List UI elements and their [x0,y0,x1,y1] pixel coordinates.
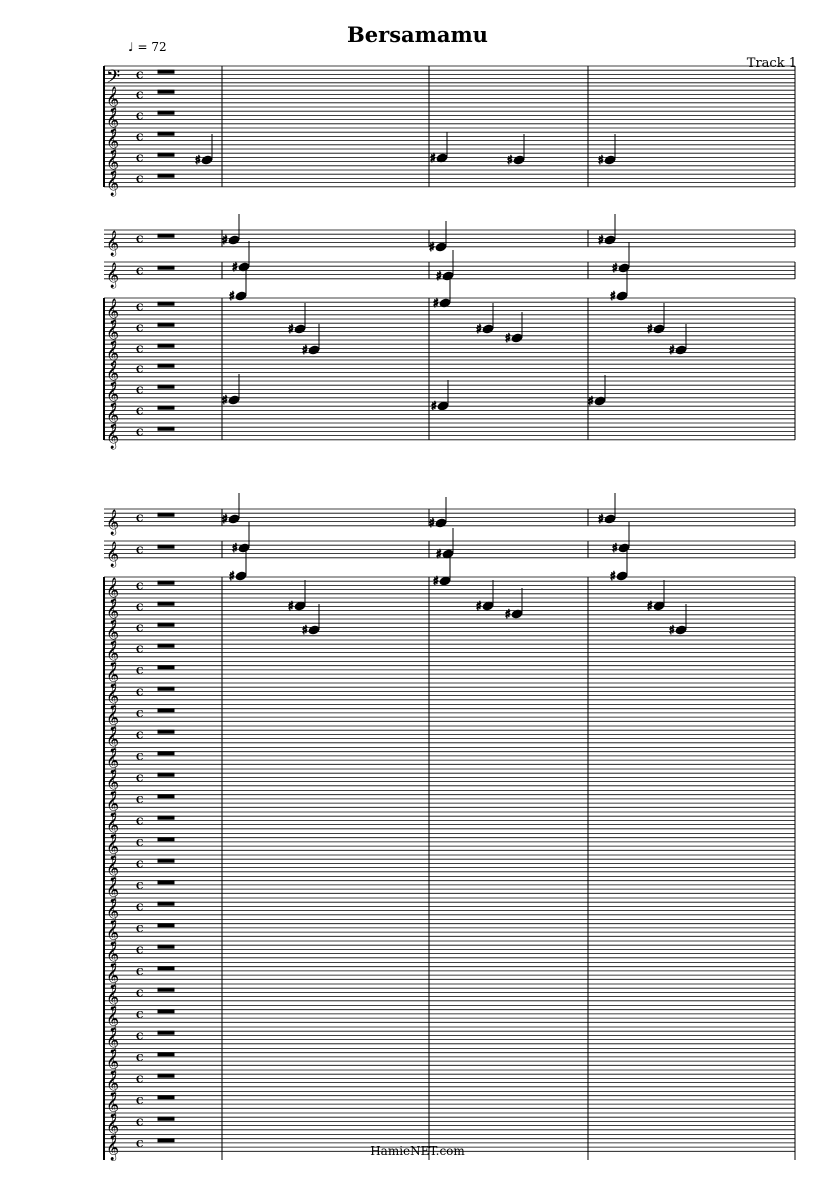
treble-clef-icon: 𝄞 [106,726,119,752]
sharp-accidental: ♯ [505,607,511,621]
notehead [482,324,494,334]
time-signature: C [136,111,144,123]
time-signature: C [136,644,144,656]
treble-clef-icon: 𝄞 [106,898,119,924]
treble-clef-icon: 𝄞 [106,1006,119,1032]
notehead [618,263,630,273]
rest-symbol [158,111,174,114]
treble-clef-icon: 𝄞 [106,920,119,946]
time-signature: C [136,1010,144,1022]
sharp-accidental: ♯ [669,623,675,637]
sharp-accidental: ♯ [229,569,235,583]
sharp-accidental: ♯ [433,574,439,588]
rest-symbol [158,153,174,156]
notehead [439,576,451,586]
sharp-accidental: ♯ [430,151,436,165]
sharp-accidental: ♯ [431,399,437,413]
time-signature: C [136,666,144,678]
notehead [228,235,240,245]
time-signature: C [136,945,144,957]
rest-symbol [158,1139,174,1142]
notehead [442,271,454,281]
rest-symbol [158,266,174,269]
time-signature: C [136,323,144,335]
notehead [201,155,213,165]
treble-clef-icon: 𝄞 [106,791,119,817]
time-signature: C [136,988,144,1000]
notehead [616,291,628,301]
rest-symbol [158,902,174,905]
notehead [618,543,630,553]
sharp-accidental: ♯ [222,393,228,407]
rest-symbol [158,967,174,970]
rest-symbol [158,687,174,690]
treble-clef-icon: 𝄞 [106,1113,119,1139]
treble-clef-icon: 𝄞 [106,877,119,903]
notehead [228,514,240,524]
time-signature: C [136,881,144,893]
sharp-accidental: ♯ [588,394,594,408]
treble-clef-icon: 𝄞 [106,812,119,838]
treble-clef-icon: 𝄞 [106,262,119,288]
treble-clef-icon: 𝄞 [106,984,119,1010]
rest-symbol [158,302,174,305]
track-label: Track 1 [746,56,797,71]
rest-symbol [158,385,174,388]
sharp-accidental: ♯ [476,322,482,336]
sharp-accidental: ♯ [598,233,604,247]
time-signature: C [136,90,144,102]
quarter-note-icon: ♩ [128,40,134,54]
time-signature: C [136,153,144,165]
rest-symbol [158,602,174,605]
staff-lines [104,66,795,1151]
treble-clef-icon: 𝄞 [106,769,119,795]
notehead [308,625,320,635]
time-signature: C [136,859,144,871]
rest-symbol [158,1031,174,1034]
treble-clef-icon: 𝄞 [106,149,119,175]
treble-clef-icon: 𝄞 [106,619,119,645]
treble-clef-icon: 𝄞 [106,128,119,154]
treble-clef-icon: 𝄞 [106,170,119,196]
time-signature: C [136,174,144,186]
sharp-accidental: ♯ [302,623,308,637]
sharp-accidental: ♯ [647,322,653,336]
time-signature: C [136,709,144,721]
sharp-accidental: ♯ [598,153,604,167]
rest-symbol [158,513,174,516]
rest-symbol [158,623,174,626]
treble-clef-icon: 𝄞 [106,1092,119,1118]
treble-clef-icon: 𝄞 [106,230,119,256]
rest-symbol [158,1010,174,1013]
score-title: Bersamamu [347,22,488,47]
sharp-accidental: ♯ [436,547,442,561]
sharp-accidental: ♯ [229,289,235,303]
tempo-bpm: = 72 [137,40,167,54]
sharp-accidental: ♯ [222,512,228,526]
sharp-accidental: ♯ [288,599,294,613]
time-signature: C [136,1117,144,1129]
sharp-accidental: ♯ [612,261,618,275]
rest-symbol [158,364,174,367]
rest-symbol [158,924,174,927]
treble-clef-icon: 𝄞 [106,423,119,449]
treble-clef-icon: 𝄞 [106,541,119,567]
notehead [675,625,687,635]
treble-clef-icon: 𝄞 [106,1135,119,1161]
treble-clef-icon: 𝄞 [106,705,119,731]
time-signature: C [136,623,144,635]
sharp-accidental: ♯ [598,512,604,526]
rest-symbol [158,1074,174,1077]
treble-clef-icon: 𝄞 [106,298,119,324]
rest-symbol [158,752,174,755]
footer-credit: HamieNET.com [370,1144,465,1158]
notehead [604,514,616,524]
rest-symbol [158,90,174,93]
sharp-accidental: ♯ [612,541,618,555]
rest-symbol [158,666,174,669]
time-signature: C [136,513,144,525]
sharp-accidental: ♯ [232,541,238,555]
rest-symbol [158,1096,174,1099]
treble-clef-icon: 𝄞 [106,1049,119,1075]
treble-clef-icon: 𝄞 [106,340,119,366]
time-signature: C [136,344,144,356]
sharp-accidental: ♯ [288,322,294,336]
time-signature: C [136,132,144,144]
time-signature: C [136,838,144,850]
rest-symbol [158,859,174,862]
treble-clef-icon: 𝄞 [106,963,119,989]
time-signature: C [136,70,144,82]
notehead [235,291,247,301]
sharp-accidental: ♯ [610,569,616,583]
notehead [308,345,320,355]
treble-clef-icon: 𝄞 [106,319,119,345]
rest-symbol [158,644,174,647]
treble-clef-icon: 𝄞 [106,640,119,666]
rest-symbol [158,406,174,409]
notehead [675,345,687,355]
time-signature: C [136,1074,144,1086]
sharp-accidental: ♯ [610,289,616,303]
time-signature: C [136,385,144,397]
rest-symbol [158,795,174,798]
sharp-accidental: ♯ [222,233,228,247]
notehead [435,518,447,528]
treble-clef-icon: 𝄞 [106,509,119,535]
sharp-accidental: ♯ [195,153,201,167]
time-signature: C [136,1031,144,1043]
rest-symbol [158,1117,174,1120]
notehead [511,333,523,343]
notehead [435,242,447,252]
notes [158,70,687,1142]
rest-symbol [158,581,174,584]
notehead [604,155,616,165]
time-signature: C [136,1053,144,1065]
treble-clef-icon: 𝄞 [106,662,119,688]
treble-clef-icon: 𝄞 [106,107,119,133]
notehead [437,401,449,411]
time-signature: C [136,795,144,807]
sharp-accidental: ♯ [436,269,442,283]
rest-symbol [158,816,174,819]
time-signature: C [136,602,144,614]
time-signature: C [136,406,144,418]
rest-symbol [158,70,174,73]
rest-symbol [158,1053,174,1056]
rest-symbol [158,773,174,776]
rest-symbol [158,988,174,991]
notehead [616,571,628,581]
bass-clef-icon: 𝄢 [106,66,121,92]
time-signature: C [136,816,144,828]
time-signature: C [136,924,144,936]
time-signature: C [136,581,144,593]
rest-symbol [158,132,174,135]
time-signature: C [136,1096,144,1108]
time-signature: C [136,302,144,314]
rest-symbol [158,323,174,326]
time-signature: C [136,730,144,742]
treble-clef-icon: 𝄞 [106,834,119,860]
sharp-accidental: ♯ [232,260,238,274]
rest-symbol [158,945,174,948]
notehead [235,571,247,581]
sharp-accidental: ♯ [476,599,482,613]
treble-clef-icon: 𝄞 [106,1070,119,1096]
treble-clef-icon: 𝄞 [106,683,119,709]
time-signature: C [136,364,144,376]
sharp-accidental: ♯ [429,516,435,530]
treble-clef-icon: 𝄞 [106,941,119,967]
rest-symbol [158,545,174,548]
notehead [228,395,240,405]
rest-symbol [158,427,174,430]
treble-clef-icon: 𝄞 [106,855,119,881]
sharp-accidental: ♯ [433,296,439,310]
treble-clef-icon: 𝄞 [106,402,119,428]
rest-symbol [158,881,174,884]
time-signature: C [136,773,144,785]
sharp-accidental: ♯ [669,343,675,357]
rest-symbol [158,838,174,841]
treble-clef-icon: 𝄞 [106,381,119,407]
sharp-accidental: ♯ [302,343,308,357]
rest-symbol [158,234,174,237]
time-signature: C [136,967,144,979]
notehead [604,235,616,245]
time-signature: C [136,427,144,439]
treble-clef-icon: 𝄞 [106,86,119,112]
notehead [294,324,306,334]
time-signature: C [136,1139,144,1151]
time-signature: C [136,545,144,557]
rest-symbol [158,709,174,712]
rest-symbol [158,344,174,347]
treble-clef-icon: 𝄞 [106,598,119,624]
treble-clef-icon: 𝄞 [106,360,119,386]
sharp-accidental: ♯ [429,240,435,254]
time-signature: C [136,902,144,914]
time-signature: C [136,752,144,764]
notehead [238,543,250,553]
treble-clef-icon: 𝄞 [106,577,119,603]
time-signature: C [136,234,144,246]
notehead [513,155,525,165]
treble-clef-icon: 𝄞 [106,748,119,774]
sharp-accidental: ♯ [507,153,513,167]
sharp-accidental: ♯ [505,331,511,345]
time-signature: C [136,266,144,278]
time-signature: C [136,687,144,699]
rest-symbol [158,730,174,733]
rest-symbol [158,174,174,177]
sharp-accidental: ♯ [647,599,653,613]
notehead [653,324,665,334]
treble-clef-icon: 𝄞 [106,1027,119,1053]
